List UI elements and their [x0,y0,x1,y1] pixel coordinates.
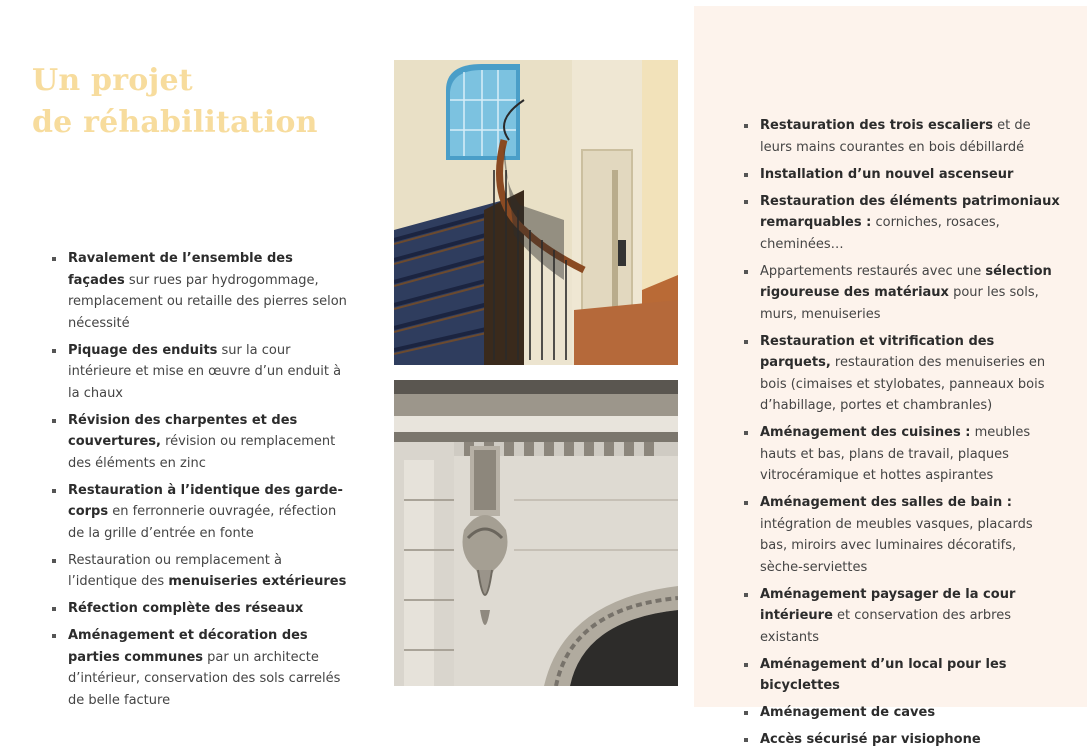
item-text: meubles hauts et bas, plans de travail, plaques vitrocéramique et hottes aspirantes [760,425,1031,483]
list-item [52,625,352,711]
item-bold-text: menuiseries extérieures [168,574,347,589]
list-item [52,410,352,475]
item-bold-text: Révision des charpentes et des couvertures, [68,412,298,449]
item-bold-text: Accès sécurisé par visiophone [760,732,981,747]
works-list-right [744,115,1062,756]
staircase-photo [394,60,678,365]
title-line-1: Un projet [32,63,193,98]
list-item [52,480,352,545]
item-bold-text: Ravalement de l’ensemble des façades [68,251,293,288]
item-text: sur rues par hydrogommage, remplacement ou retaille des pierres selon nécessité [68,272,347,331]
list-item [52,598,352,620]
facade-sculpture-photo [394,380,678,686]
item-text: intégration de meubles vasques, placards bas, miroirs avec luminaires décoratifs, sèche-serviettes [760,516,1033,575]
page-title [32,60,318,144]
item-bold-text: Aménagement d’un local pour les bicyclettes [760,656,1007,693]
item-bold-text: Aménagement paysager de la cour intérieure [760,586,1016,623]
list-item [744,492,1062,578]
list-item [744,331,1062,417]
title-line-2: de réhabilitation [32,105,318,140]
item-text: corniches, rosaces, cheminées… [760,215,1000,252]
item-bold-text: Aménagement de caves [760,705,936,720]
item-bold-text: Restauration des éléments patrimoniaux remarquables : [760,193,1060,230]
list-item [744,164,1062,186]
list-item [52,248,352,334]
item-text-before: Appartements restaurés avec une [760,263,986,279]
list-item [744,261,1062,326]
item-text: pour les sols, murs, menuiseries [760,285,1039,322]
list-item [744,702,1062,724]
list-item [52,550,352,593]
item-text: et de leurs mains courantes en bois débillardé [760,118,1031,155]
item-bold-text: Restauration à l’identique des garde-corps [68,482,343,519]
item-text: révision ou remplacement des éléments en zinc [68,434,336,471]
list-item [744,115,1062,158]
item-bold-text: Restauration des trois escaliers [760,118,993,133]
item-bold-text: Installation d’un nouvel ascenseur [760,166,1014,182]
item-bold-text: Piquage des enduits [68,342,218,358]
item-bold-text: Réfection complète des réseaux [68,601,304,616]
item-bold-text: Aménagement des cuisines : [760,425,971,440]
list-item [744,422,1062,487]
item-text: restauration des menuiseries en bois (cimaises et stylobates, panneaux bois d’habillage, portes et chambranles) [760,355,1046,413]
item-text: par un architecte d’intérieur, conservation des sols carrelés de belle facture [68,649,341,708]
list-item [744,729,1062,751]
item-text-before: Restauration ou remplacement à l’identique des [68,552,282,589]
list-item [52,340,352,405]
list-item [744,191,1062,256]
works-list-left [52,248,352,717]
item-bold-text: sélection rigoureuse des matériaux [760,263,1052,300]
item-bold-text: Restauration et vitrification des parquets, [760,333,995,370]
item-text: en ferronnerie ouvragée, réfection de la grille d’entrée en fonte [68,504,337,541]
list-item [744,584,1062,649]
list-item [744,654,1062,697]
item-text: et conservation des arbres existants [760,608,1011,645]
item-text: sur la cour intérieure et mise en œuvre d’un enduit à la chaux [68,342,342,401]
item-bold-text: Aménagement des salles de bain : [760,495,1012,510]
item-bold-text: Aménagement et décoration des parties communes [68,628,308,665]
